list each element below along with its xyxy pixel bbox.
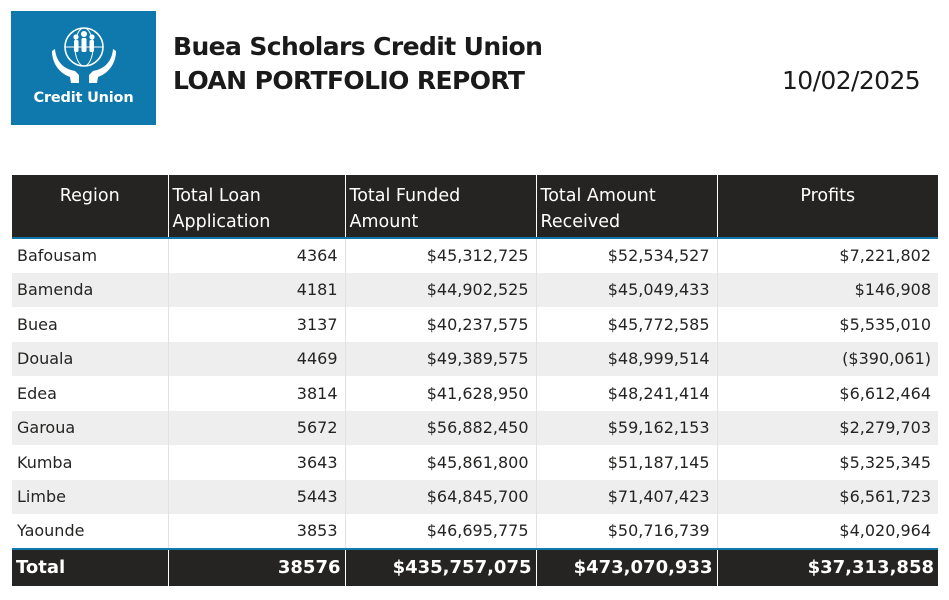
amount-received-cell: $45,772,585 — [536, 307, 717, 342]
amount-received-cell: $71,407,423 — [536, 480, 717, 515]
funded-amount-cell: $45,861,800 — [345, 445, 536, 480]
funded-amount-cell: $46,695,775 — [345, 514, 536, 549]
region-cell: Limbe — [12, 480, 168, 515]
profits-cell: $146,908 — [717, 273, 938, 308]
table-row — [12, 273, 938, 308]
amount-received-cell: $51,187,145 — [536, 445, 717, 480]
table-row — [12, 342, 938, 377]
report-title: LOAN PORTFOLIO REPORT — [173, 66, 525, 95]
region-cell: Buea — [17, 314, 58, 334]
region-cell: Garoua — [12, 411, 168, 446]
loan-application-cell: 3853 — [168, 514, 345, 549]
loan-application-cell: 5443 — [168, 480, 345, 515]
profits-cell: $5,325,345 — [717, 445, 938, 480]
table-header-row — [12, 175, 938, 238]
total-profits: $37,313,858 — [717, 549, 938, 586]
column-header-total-amount-received[interactable]: Total Amount Received — [536, 175, 717, 238]
loan-application-cell: 4364 — [168, 238, 345, 273]
region-cell: Kumba — [17, 452, 73, 472]
column-header-profits[interactable]: Profits — [717, 175, 938, 238]
profits-cell: $2,279,703 — [717, 411, 938, 446]
funded-amount-cell: $49,389,575 — [345, 342, 536, 377]
funded-amount-cell: $41,628,950 — [345, 376, 536, 411]
amount-received-cell: $48,999,514 — [536, 342, 717, 377]
profits-cell: $6,561,723 — [717, 480, 938, 515]
table-row — [12, 307, 938, 342]
org-name: Buea Scholars Credit Union — [173, 32, 543, 61]
region-cell: Edea — [17, 383, 57, 403]
hands-family-icon — [49, 25, 119, 87]
profits-cell: $4,020,964 — [717, 514, 938, 549]
loan-portfolio-table — [12, 175, 938, 586]
funded-amount-cell: $44,902,525 — [345, 273, 536, 308]
loan-application-cell: 5672 — [168, 411, 345, 446]
column-header-total-loan-application[interactable]: Total Loan Application — [168, 175, 345, 238]
loan-application-cell: 3643 — [168, 445, 345, 480]
table-row — [12, 480, 938, 515]
profits-cell: $6,612,464 — [717, 376, 938, 411]
funded-amount-cell: $56,882,450 — [345, 411, 536, 446]
column-header-total-funded-amount[interactable]: Total Funded Amount — [345, 175, 536, 238]
region-cell: Douala — [12, 342, 168, 377]
amount-received-cell: $48,241,414 — [536, 376, 717, 411]
loan-application-cell: 4181 — [168, 273, 345, 308]
funded-amount-cell: $64,845,700 — [345, 480, 536, 515]
logo-text: Credit Union — [33, 90, 134, 106]
loan-application-cell: 3814 — [168, 376, 345, 411]
table-row — [12, 514, 938, 549]
amount-received-cell: $45,049,433 — [536, 273, 717, 308]
funded-amount-cell: $45,312,725 — [345, 238, 536, 273]
column-header-region[interactable]: Region — [12, 175, 168, 238]
region-cell: Yaounde — [17, 521, 85, 541]
table-row — [12, 376, 938, 411]
table-row — [12, 445, 938, 480]
table-row — [12, 411, 938, 446]
total-label: Total — [12, 549, 168, 586]
table-row — [12, 238, 938, 273]
total-loan-application: 38576 — [168, 549, 345, 586]
amount-received-cell: $50,716,739 — [536, 514, 717, 549]
region-cell: Bamenda — [12, 273, 168, 308]
loan-application-cell: 4469 — [168, 342, 345, 377]
table-total-row — [12, 549, 938, 586]
profits-cell: ($390,061) — [717, 342, 938, 377]
amount-received-cell: $52,534,527 — [536, 238, 717, 273]
loan-application-cell: 3137 — [168, 307, 345, 342]
profits-cell: $7,221,802 — [717, 238, 938, 273]
total-amount-received: $473,070,933 — [536, 549, 717, 586]
total-funded-amount: $435,757,075 — [345, 549, 536, 586]
credit-union-logo — [11, 11, 156, 125]
amount-received-cell: $59,162,153 — [536, 411, 717, 446]
funded-amount-cell: $40,237,575 — [345, 307, 536, 342]
region-cell: Bafousam — [17, 246, 98, 266]
profits-cell: $5,535,010 — [717, 307, 938, 342]
report-date: 10/02/2025 — [782, 66, 921, 95]
